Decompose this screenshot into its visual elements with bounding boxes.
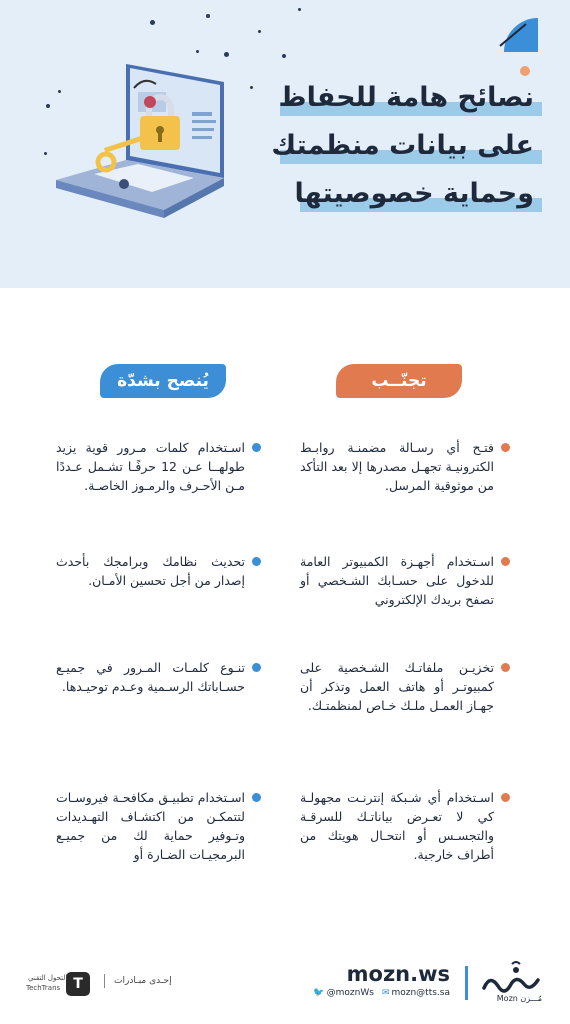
decor-dot: [258, 30, 261, 33]
recommend-tip: [56, 552, 261, 590]
avoid-tip-text: اسـتخدام أجهـزة الكمبيوتر العامة للدخول على حسـابك الشـخصي أو تصفح بريدك الإلكتروني: [300, 554, 494, 607]
email-address[interactable]: ✉ mozn@tts.sa: [381, 988, 450, 998]
recommend-section-label: يُنصح بشدّة: [100, 364, 226, 398]
laptop-lock-illustration: [54, 52, 234, 228]
decor-dot: [282, 54, 286, 58]
bullet-icon: [252, 557, 261, 566]
bullet-icon: [252, 663, 261, 672]
techtrans-name-ar: التحول التقني: [28, 974, 68, 982]
avoid-tip: [300, 788, 510, 864]
bullet-icon: [501, 663, 510, 672]
recommend-tip: [56, 438, 261, 495]
initiative-label: إحـدى مبـادرات: [114, 976, 172, 986]
hero-title-line-2: على بيانات منظمتك: [271, 130, 534, 161]
hero-title-line: [234, 178, 534, 222]
techtrans-logo: T: [66, 972, 90, 996]
bullet-icon: [501, 443, 510, 452]
recommend-tip: [56, 788, 261, 864]
avoid-tip: [300, 658, 510, 715]
decor-dot: [206, 14, 210, 18]
email-icon: ✉: [381, 988, 390, 998]
mozn-brand-name: Mozn مُـــزن: [496, 994, 542, 1003]
recommend-tip-text: تنـوع كلمـات المـرور في جميـع حسـاباتك الرسـمية وعـدم توحيـدها.: [56, 660, 245, 694]
avoid-tip-text: اسـتخدام أي شـبكة إنترنـت مجهولـة كي لا تعـرض بياناتـك للسرقـة والتجسـس أو انتحـال هويتك من أطراف خارجية.: [300, 790, 494, 862]
twitter-icon: 🐦: [313, 988, 325, 998]
bullet-icon: [501, 557, 510, 566]
decor-dot: [150, 20, 155, 25]
hero-title-line: [234, 82, 534, 126]
hero-title-line: [234, 130, 534, 174]
avoid-tip: [300, 552, 510, 609]
footer-divider: [465, 966, 468, 1000]
decor-dot: [46, 104, 50, 108]
twitter-handle[interactable]: 🐦 @moznWs: [313, 988, 374, 998]
recommend-tip-text: اسـتخدام كلمات مـرور قوية يزيد طولهــا عـن 12 حرفًـا تشـمل عـددًا مـن الأحـرف والرمـوز الخاصـة.: [56, 440, 245, 493]
corner-decoration: [504, 18, 538, 52]
avoid-tip: [300, 438, 510, 495]
footer-separator: [104, 974, 105, 988]
hero-title-line-1: نصائح هامة للحفاظ: [278, 82, 534, 113]
recommend-tip-text: اسـتخدام تطبيـق مكافحـة فيروسـات لتتمكـن من اكتشـاف التهـديدات وتـوفير حماية لك من جميـع البرمجيـات الضـارة أو: [56, 790, 245, 862]
footer: [0, 948, 570, 1024]
hero-title: [234, 82, 534, 226]
avoid-section-label: تجنّــب: [336, 364, 462, 398]
contact-info: [313, 988, 450, 998]
bullet-icon: [501, 793, 510, 802]
decor-dot: [298, 8, 301, 11]
bullet-icon: [252, 443, 261, 452]
website-link[interactable]: mozn.ws: [346, 962, 450, 986]
techtrans-name-en: TechTrans: [26, 984, 61, 992]
recommend-tip-text: تحديث نظامك وبرامجك بأحدث إصدار من أجل تحسين الأمـان.: [56, 554, 245, 588]
decor-dot: [44, 152, 47, 155]
hero-title-line-3: وحماية خصوصيتها: [294, 178, 534, 209]
bullet-icon: [252, 793, 261, 802]
hero-banner: [0, 0, 570, 288]
avoid-tip-text: تخزيـن ملفاتـك الشـخصية على كمبيوتـر أو هاتف العمل وتذكر أن جهـاز العمـل ملـك خـاص لمنظمتـك.: [300, 660, 494, 713]
decor-dot-orange: [520, 66, 530, 76]
recommend-tip: [56, 658, 261, 696]
avoid-tip-text: فتـح أي رسـالة مضمنـة روابـط الكترونيـة تجهـل مصدرها إلا بعد التأكد من موثوقية المرسل.: [300, 440, 494, 493]
